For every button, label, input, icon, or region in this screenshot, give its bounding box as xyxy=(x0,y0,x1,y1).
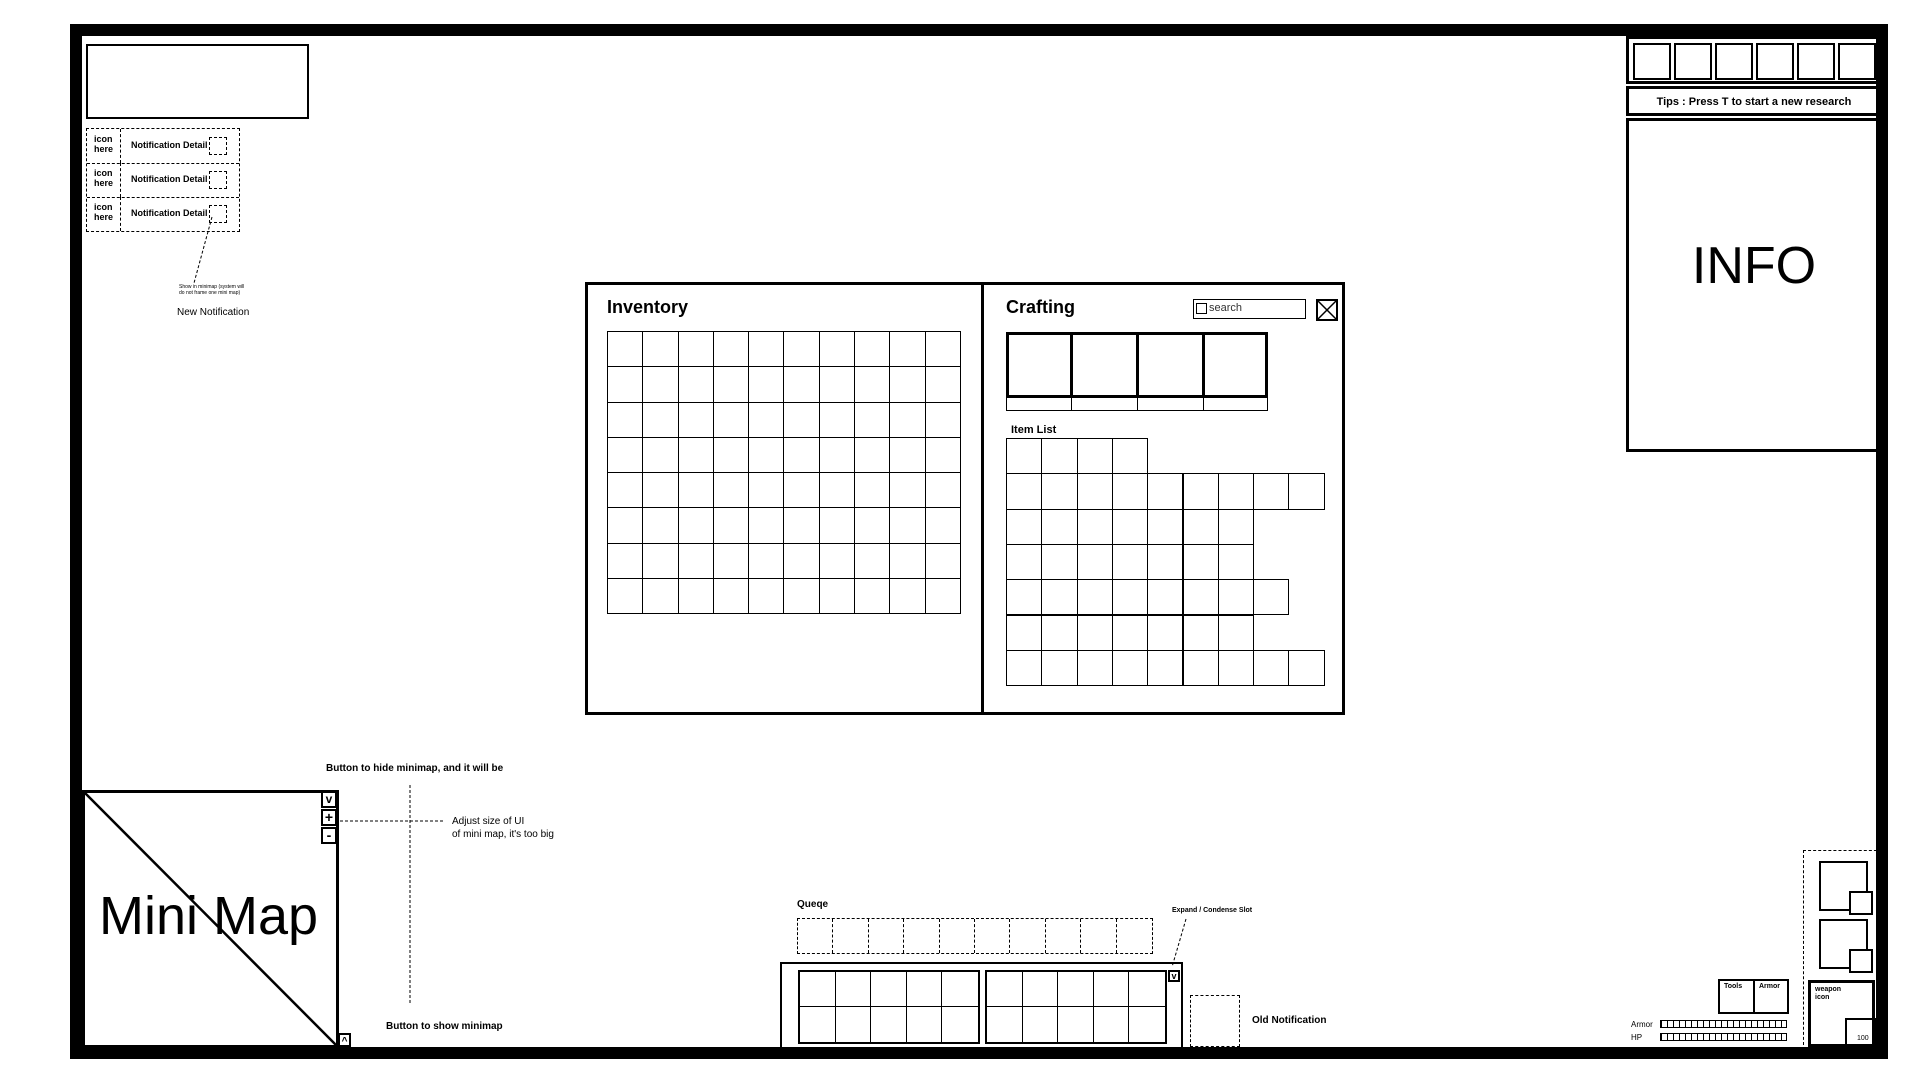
item-list-slot[interactable] xyxy=(1006,544,1042,580)
item-list-slot[interactable] xyxy=(1112,579,1148,615)
active-weapon-slot[interactable] xyxy=(1808,980,1875,1047)
minimap-zoom-out-button[interactable]: - xyxy=(321,827,337,844)
old-notification-slot[interactable] xyxy=(1190,995,1240,1047)
inventory-slot[interactable] xyxy=(855,367,890,402)
research-slot-bar xyxy=(1626,36,1882,84)
hotbar-slot[interactable] xyxy=(836,1007,872,1042)
notification-icon: icon here xyxy=(87,129,121,163)
tips-bar xyxy=(1626,86,1882,116)
hotbar-slots-left xyxy=(798,970,980,1044)
item-list-slot[interactable] xyxy=(1041,579,1077,615)
inventory-slot[interactable] xyxy=(784,473,819,508)
inventory-slot[interactable] xyxy=(926,579,961,614)
notification-detail: Notification Detail xyxy=(131,208,208,218)
inventory-slot[interactable] xyxy=(608,438,643,473)
hotbar-slot[interactable] xyxy=(1129,1007,1165,1042)
inventory-slot[interactable] xyxy=(926,473,961,508)
inventory-slot[interactable] xyxy=(643,544,678,579)
hotbar-slot[interactable] xyxy=(987,972,1023,1007)
item-list-slot[interactable] xyxy=(1183,544,1219,580)
item-list-slot[interactable] xyxy=(1041,438,1077,474)
item-list-slot[interactable] xyxy=(1041,544,1077,580)
hotbar-slot[interactable] xyxy=(1058,972,1094,1007)
inventory-slot[interactable] xyxy=(643,403,678,438)
inventory-slot[interactable] xyxy=(679,508,714,543)
item-list-slot[interactable] xyxy=(1253,473,1289,509)
hotbar-slot[interactable] xyxy=(1129,972,1165,1007)
inventory-slot[interactable] xyxy=(749,403,784,438)
inventory-slot[interactable] xyxy=(820,508,855,543)
research-slot[interactable] xyxy=(1838,43,1876,80)
research-slot[interactable] xyxy=(1674,43,1712,80)
queue-slot[interactable] xyxy=(904,919,939,953)
inventory-slot[interactable] xyxy=(890,367,925,402)
inventory-slot[interactable] xyxy=(643,508,678,543)
notification-annotation-small: Show in minimap (system will do not frame one mini map) xyxy=(179,284,245,296)
old-notification-label: Old Notification xyxy=(1252,1015,1327,1026)
inventory-slot[interactable] xyxy=(890,332,925,367)
hotbar-slot[interactable] xyxy=(1023,1007,1059,1042)
hp-bar xyxy=(1660,1033,1787,1041)
inventory-slot[interactable] xyxy=(608,332,643,367)
item-list-slot[interactable] xyxy=(1218,579,1254,615)
item-list-slot[interactable] xyxy=(1218,509,1254,545)
inventory-slot[interactable] xyxy=(890,544,925,579)
panel-divider xyxy=(981,285,984,712)
hotbar-expand-button[interactable]: v xyxy=(1168,970,1180,982)
item-list-slot[interactable] xyxy=(1218,650,1254,686)
adjust-note-line-1: Adjust size of UI xyxy=(452,816,525,827)
inventory-slot[interactable] xyxy=(926,508,961,543)
item-list-slot[interactable] xyxy=(1218,473,1254,509)
armor-bar-label: Armor xyxy=(1631,1020,1653,1029)
notification-detail: Notification Detail xyxy=(131,140,208,150)
item-list-slot[interactable] xyxy=(1147,615,1183,651)
item-list-label: Item List xyxy=(1011,424,1057,436)
item-list-slot[interactable] xyxy=(1077,650,1113,686)
crafting-title: Crafting xyxy=(1006,297,1075,317)
queue-slot[interactable] xyxy=(1081,919,1116,953)
crafting-slots xyxy=(1006,332,1268,411)
minimap-collapse-button[interactable]: v xyxy=(321,791,337,808)
expand-note-line xyxy=(1168,917,1190,969)
inventory-slot[interactable] xyxy=(926,332,961,367)
inventory-slot[interactable] xyxy=(749,438,784,473)
hotbar-slot[interactable] xyxy=(907,1007,943,1042)
item-list-slot[interactable] xyxy=(1253,650,1289,686)
item-list-slot[interactable] xyxy=(1288,473,1324,509)
inventory-slot[interactable] xyxy=(714,332,749,367)
search-placeholder: search xyxy=(1209,302,1243,314)
inventory-title: Inventory xyxy=(607,297,689,317)
minimap[interactable] xyxy=(82,790,339,1048)
queue-slots xyxy=(797,918,1153,954)
minimap-expand-button[interactable]: ^ xyxy=(338,1033,351,1047)
inventory-slot[interactable] xyxy=(855,332,890,367)
item-list-slot[interactable] xyxy=(1041,615,1077,651)
item-list-slot[interactable] xyxy=(1183,650,1219,686)
queue-slot[interactable] xyxy=(798,919,833,953)
inventory-slot[interactable] xyxy=(820,438,855,473)
info-panel xyxy=(1626,36,1882,452)
item-list-slot[interactable] xyxy=(1112,650,1148,686)
notification-dismiss-box[interactable] xyxy=(209,137,227,155)
item-list-slot[interactable] xyxy=(1112,509,1148,545)
inventory-slot[interactable] xyxy=(820,579,855,614)
hotbar-slot[interactable] xyxy=(942,1007,978,1042)
tools-label: Tools xyxy=(1724,983,1743,990)
item-list-slot[interactable] xyxy=(1147,650,1183,686)
inventory-slot[interactable] xyxy=(608,403,643,438)
notification-item[interactable] xyxy=(87,163,239,198)
hotbar-slot[interactable] xyxy=(800,972,836,1007)
item-list-slot[interactable] xyxy=(1288,650,1324,686)
item-list-slot[interactable] xyxy=(1006,579,1042,615)
new-notification-label: New Notification xyxy=(177,307,250,318)
inventory-slot[interactable] xyxy=(608,473,643,508)
weapon-icon-label: weapon icon xyxy=(1815,986,1842,1001)
item-list-slot[interactable] xyxy=(1006,438,1042,474)
inventory-slot[interactable] xyxy=(643,438,678,473)
inventory-slot[interactable] xyxy=(749,332,784,367)
inventory-slot[interactable] xyxy=(679,332,714,367)
queue-slot[interactable] xyxy=(1010,919,1045,953)
notification-dismiss-box[interactable] xyxy=(209,171,227,189)
inventory-slot[interactable] xyxy=(679,544,714,579)
item-list-slot[interactable] xyxy=(1218,544,1254,580)
inventory-slot[interactable] xyxy=(890,403,925,438)
info-box xyxy=(1626,118,1882,452)
minimap-annotation-lines xyxy=(330,785,450,1005)
item-list-slot[interactable] xyxy=(1112,544,1148,580)
inventory-slot[interactable] xyxy=(926,544,961,579)
inventory-slot[interactable] xyxy=(820,332,855,367)
inventory-slot[interactable] xyxy=(749,579,784,614)
hotbar-slot[interactable] xyxy=(836,972,872,1007)
inventory-slot[interactable] xyxy=(679,579,714,614)
inventory-slot[interactable] xyxy=(679,403,714,438)
hotbar-slot[interactable] xyxy=(1023,972,1059,1007)
item-list-slot[interactable] xyxy=(1077,579,1113,615)
research-slot[interactable] xyxy=(1797,43,1835,80)
hotbar-slot[interactable] xyxy=(907,972,943,1007)
hide-minimap-note: Button to hide minimap, and it will be xyxy=(326,763,504,774)
hotbar-slot[interactable] xyxy=(871,1007,907,1042)
item-list-slot[interactable] xyxy=(1112,473,1148,509)
inventory-grid xyxy=(607,331,961,614)
inventory-slot[interactable] xyxy=(784,403,819,438)
item-list-slot[interactable] xyxy=(1147,544,1183,580)
item-list-slot[interactable] xyxy=(1112,615,1148,651)
inventory-slot[interactable] xyxy=(926,403,961,438)
inventory-slot[interactable] xyxy=(608,579,643,614)
inventory-slot[interactable] xyxy=(714,579,749,614)
hotbar-slots-right xyxy=(985,970,1167,1044)
armor-bar xyxy=(1660,1020,1787,1028)
notification-icon: icon here xyxy=(87,197,121,231)
hotbar-slot[interactable] xyxy=(871,972,907,1007)
notification-detail: Notification Detail xyxy=(131,174,208,184)
research-slot[interactable] xyxy=(1756,43,1794,80)
show-minimap-note: Button to show minimap xyxy=(386,1021,503,1032)
item-list-slot[interactable] xyxy=(1077,438,1113,474)
inventory-slot[interactable] xyxy=(749,473,784,508)
inventory-slot[interactable] xyxy=(714,438,749,473)
inventory-slot[interactable] xyxy=(679,473,714,508)
inventory-slot[interactable] xyxy=(784,438,819,473)
inventory-slot[interactable] xyxy=(926,367,961,402)
inventory-slot[interactable] xyxy=(643,473,678,508)
inventory-slot[interactable] xyxy=(855,508,890,543)
item-list-slot[interactable] xyxy=(1006,473,1042,509)
hp-bar-label: HP xyxy=(1631,1033,1643,1042)
inventory-slot[interactable] xyxy=(679,367,714,402)
item-list-slot[interactable] xyxy=(1147,509,1183,545)
notification-item[interactable] xyxy=(87,129,239,164)
inventory-slot[interactable] xyxy=(855,579,890,614)
weapon-ammo-box xyxy=(1845,1018,1876,1048)
tips-text: Tips : Press T to start a new research xyxy=(1656,96,1852,108)
item-list-slot[interactable] xyxy=(1006,650,1042,686)
notification-annotation-line xyxy=(190,215,220,285)
inventory-slot[interactable] xyxy=(855,544,890,579)
item-list-slot[interactable] xyxy=(1041,473,1077,509)
item-list-slot[interactable] xyxy=(1147,579,1183,615)
armor-slot-label: Armor xyxy=(1759,983,1781,990)
ammo-count: 100 xyxy=(1857,1035,1869,1042)
inventory-slot[interactable] xyxy=(890,508,925,543)
inventory-slot[interactable] xyxy=(784,544,819,579)
item-list-slot[interactable] xyxy=(1183,473,1219,509)
item-list-slot[interactable] xyxy=(1041,650,1077,686)
inventory-slot[interactable] xyxy=(855,473,890,508)
inventory-slot[interactable] xyxy=(679,438,714,473)
inventory-slot[interactable] xyxy=(820,544,855,579)
hotbar-slot[interactable] xyxy=(1094,1007,1130,1042)
adjust-note-line-2: of mini map, it's too big xyxy=(452,829,554,840)
inventory-slot[interactable] xyxy=(608,367,643,402)
research-slot[interactable] xyxy=(1715,43,1753,80)
minimap-title: Mini Map xyxy=(99,886,319,946)
inventory-slot[interactable] xyxy=(749,367,784,402)
crafting-search-input[interactable] xyxy=(1193,299,1306,319)
hotbar-slot[interactable] xyxy=(942,972,978,1007)
inventory-slot[interactable] xyxy=(784,579,819,614)
inventory-slot[interactable] xyxy=(890,473,925,508)
inventory-slot[interactable] xyxy=(855,438,890,473)
queue-slot[interactable] xyxy=(869,919,904,953)
hotbar-slot[interactable] xyxy=(800,1007,836,1042)
adjust-size-note xyxy=(452,815,554,841)
expand-condense-note: Expand / Condense Slot xyxy=(1172,907,1253,914)
item-list-slot[interactable] xyxy=(1147,473,1183,509)
research-slot[interactable] xyxy=(1633,43,1671,80)
queue-slot[interactable] xyxy=(940,919,975,953)
inventory-slot[interactable] xyxy=(784,508,819,543)
item-list-slot[interactable] xyxy=(1006,509,1042,545)
queue-slot[interactable] xyxy=(1117,919,1152,953)
hotbar-slot[interactable] xyxy=(1094,972,1130,1007)
inventory-slot[interactable] xyxy=(749,508,784,543)
queue-label: Queqe xyxy=(797,899,829,910)
inventory-slot[interactable] xyxy=(643,579,678,614)
item-list-slot[interactable] xyxy=(1183,579,1219,615)
inventory-slot[interactable] xyxy=(926,438,961,473)
item-list-slot[interactable] xyxy=(1077,509,1113,545)
queue-slot[interactable] xyxy=(1046,919,1081,953)
top-left-panel xyxy=(86,44,309,119)
item-list-slot[interactable] xyxy=(1077,544,1113,580)
inventory-slot[interactable] xyxy=(749,544,784,579)
inventory-slot[interactable] xyxy=(820,403,855,438)
inventory-slot[interactable] xyxy=(820,367,855,402)
inventory-slot[interactable] xyxy=(608,544,643,579)
inventory-slot[interactable] xyxy=(643,367,678,402)
inventory-slot[interactable] xyxy=(855,403,890,438)
minimap-zoom-in-button[interactable]: + xyxy=(321,809,337,826)
item-list-slot[interactable] xyxy=(1218,615,1254,651)
item-list-slot[interactable] xyxy=(1112,438,1148,474)
item-list-slot[interactable] xyxy=(1041,509,1077,545)
item-list-slot[interactable] xyxy=(1077,473,1113,509)
inventory-slot[interactable] xyxy=(714,403,749,438)
inventory-slot[interactable] xyxy=(714,544,749,579)
inventory-slot[interactable] xyxy=(643,332,678,367)
inventory-slot[interactable] xyxy=(820,473,855,508)
item-list-slot[interactable] xyxy=(1253,579,1289,615)
weapon-slots-panel xyxy=(1803,850,1882,1050)
info-title: INFO xyxy=(1691,237,1817,295)
item-list-slot[interactable] xyxy=(1006,615,1042,651)
item-list-slot[interactable] xyxy=(1183,509,1219,545)
close-icon[interactable] xyxy=(1316,299,1338,321)
inventory-slot[interactable] xyxy=(714,508,749,543)
inventory-slot[interactable] xyxy=(890,579,925,614)
queue-slot[interactable] xyxy=(975,919,1010,953)
inventory-slot[interactable] xyxy=(714,473,749,508)
tools-armor-slots xyxy=(1718,979,1789,1014)
inventory-slot[interactable] xyxy=(784,332,819,367)
search-checkbox-icon xyxy=(1196,303,1207,314)
inventory-slot[interactable] xyxy=(784,367,819,402)
hotbar-slot[interactable] xyxy=(1058,1007,1094,1042)
weapon-slot-sub xyxy=(1849,891,1873,915)
inventory-slot[interactable] xyxy=(890,438,925,473)
inventory-slot[interactable] xyxy=(714,367,749,402)
item-list-slot[interactable] xyxy=(1077,615,1113,651)
queue-slot[interactable] xyxy=(833,919,868,953)
item-list-slot[interactable] xyxy=(1183,615,1219,651)
notification-icon: icon here xyxy=(87,163,121,197)
hotbar-slot[interactable] xyxy=(987,1007,1023,1042)
weapon-slot-sub xyxy=(1849,949,1873,973)
inventory-slot[interactable] xyxy=(608,508,643,543)
